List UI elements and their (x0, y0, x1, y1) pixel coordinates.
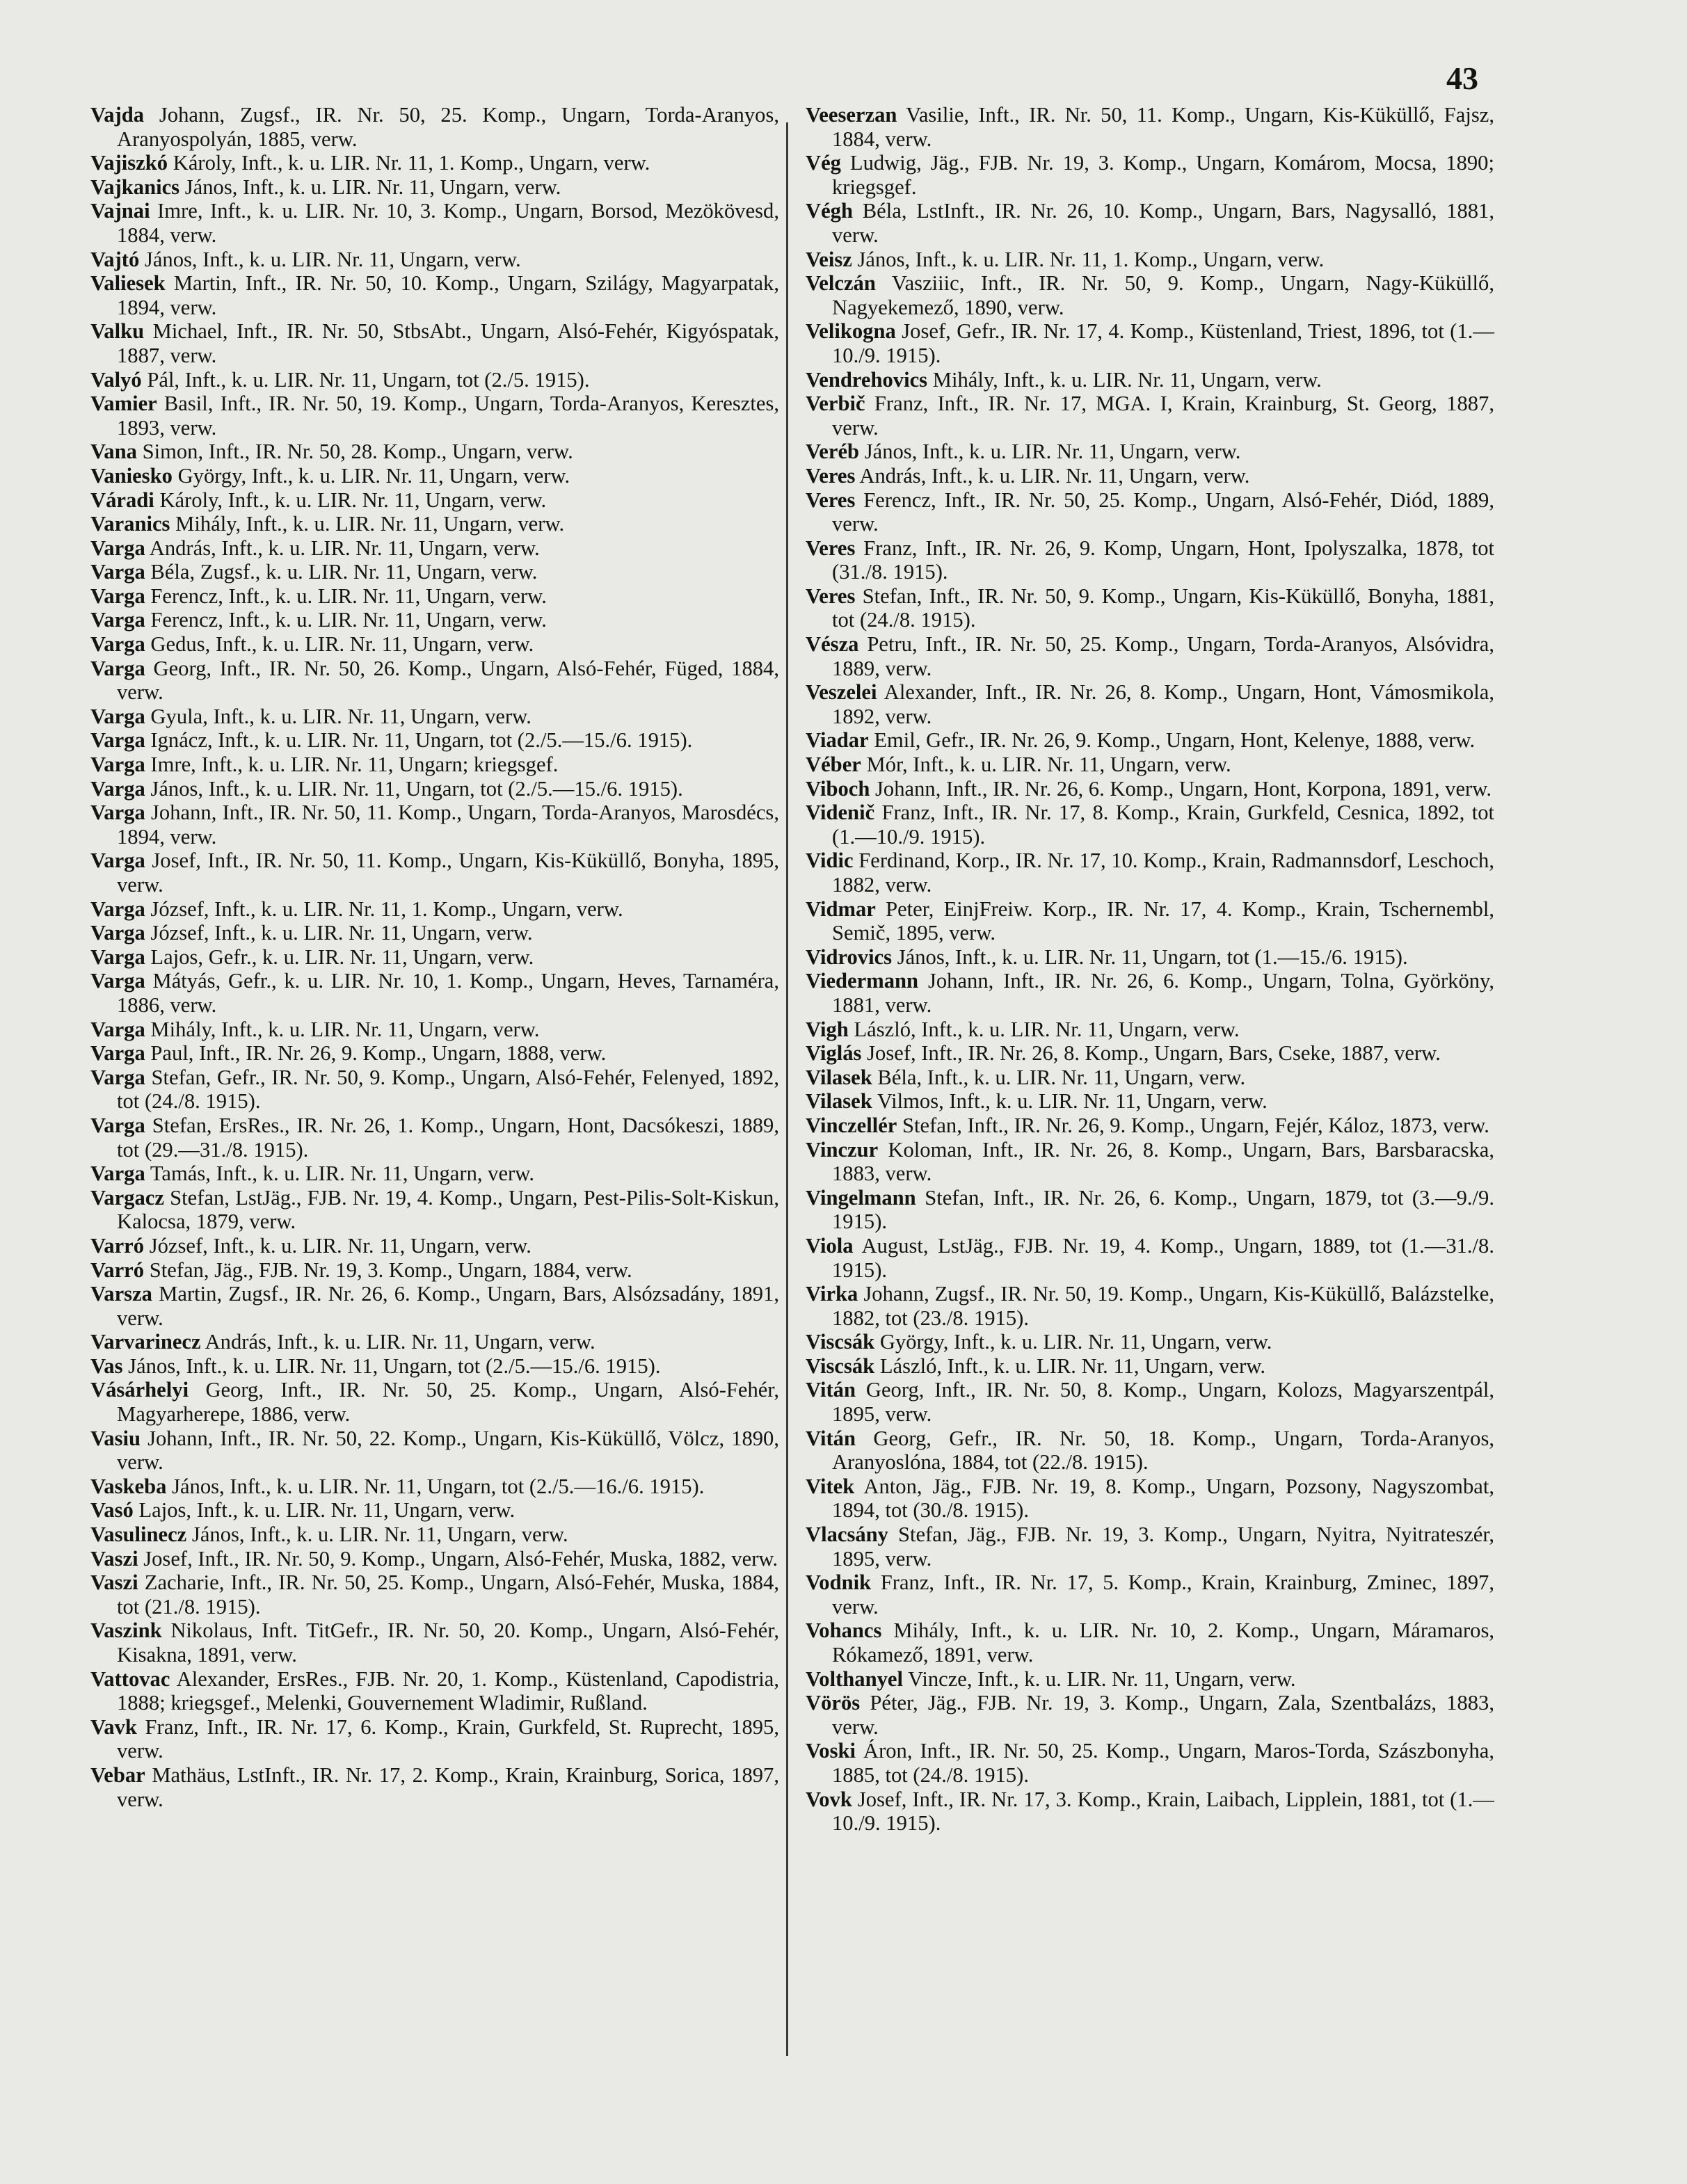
entry-details: Mihály, Inft., k. u. LIR. Nr. 11, Ungarn, verw. (932, 367, 1322, 392)
entry-details: Koloman, Inft., IR. Nr. 26, 8. Komp., Ungarn, Bars, Barsbaracska, 1883, verw. (832, 1137, 1495, 1186)
surname: Vörös (806, 1691, 861, 1715)
entry-details: Josef, Inft., IR. Nr. 50, 9. Komp., Ungarn, Alsó-Fehér, Muska, 1882, verw. (143, 1546, 778, 1571)
roster-entry (90, 1186, 779, 1234)
surname: Varga (90, 849, 145, 873)
surname: Vaszink (90, 1619, 162, 1643)
entry-details: Georg, Inft., IR. Nr. 50, 8. Komp., Ungarn, Kolozs, Magyarszentpál, 1895, verw. (832, 1378, 1494, 1427)
roster-entry (90, 560, 779, 584)
surname: Vendrehovics (806, 367, 928, 392)
roster-entry (806, 945, 1494, 970)
entry-details: Béla, Inft., k. u. LIR. Nr. 11, Ungarn, verw. (877, 1065, 1246, 1089)
surname: Varró (90, 1233, 145, 1258)
surname: Velikogna (806, 319, 896, 344)
entry-details: Anton, Jäg., FJB. Nr. 19, 8. Komp., Ungarn, Pozsony, Nagyszombat, 1894, tot (30./8. 1915). (832, 1474, 1494, 1523)
roster-entry (806, 536, 1494, 584)
entry-details: Emil, Gefr., IR. Nr. 26, 9. Komp., Ungarn, Hont, Kelenye, 1888, verw. (874, 728, 1476, 753)
surname: Varga (90, 753, 145, 777)
roster-entry (90, 536, 779, 561)
surname: Viscsák (806, 1330, 875, 1354)
surname: Vasulinecz (90, 1523, 187, 1547)
surname: Veszelei (806, 680, 877, 705)
surname: Vigh (806, 1017, 849, 1041)
entry-details: Michael, Inft., IR. Nr. 50, StbsAbt., Ungarn, Alsó-Fehér, Kigyóspatak, 1887, verw. (117, 319, 779, 367)
surname: Varga (90, 776, 145, 801)
surname: Veres (806, 584, 856, 608)
left-column (90, 103, 779, 1811)
surname: Varga (90, 897, 145, 921)
roster-entry (90, 1523, 779, 1547)
surname: Vaszi (90, 1546, 138, 1571)
surname: Vidic (806, 849, 854, 873)
roster-entry (806, 464, 1494, 488)
roster-entry (90, 1547, 779, 1571)
entry-details: György, Inft., k. u. LIR. Nr. 11, Ungarn, verw. (879, 1330, 1272, 1354)
surname: Vinczur (806, 1137, 879, 1162)
entry-details: Johann, Inft., IR. Nr. 26, 6. Komp., Ungarn, Hont, Korpona, 1891, verw. (875, 776, 1492, 801)
surname: Varga (90, 1017, 145, 1041)
roster-entry (90, 248, 779, 272)
roster-entry (806, 753, 1494, 777)
entry-details: Lajos, Inft., k. u. LIR. Nr. 11, Ungarn, verw. (138, 1498, 515, 1523)
surname: Vargacz (90, 1185, 164, 1210)
entry-details: Vilmos, Inft., k. u. LIR. Nr. 11, Ungarn, verw. (877, 1089, 1268, 1114)
entry-details: Ferencz, Inft., IR. Nr. 50, 25. Komp., Ungarn, Alsó-Fehér, Diód, 1889, verw. (832, 488, 1494, 536)
surname: Varga (90, 632, 145, 657)
roster-entry (806, 1282, 1494, 1330)
roster-entry (90, 969, 779, 1017)
entry-details: Johann, Inft., IR. Nr. 50, 11. Komp., Ungarn, Torda-Aranyos, Marosdécs, 1894, verw. (117, 801, 779, 849)
surname: Valku (90, 319, 145, 344)
surname: Varanics (90, 512, 170, 536)
roster-entry (90, 897, 779, 922)
surname: Véber (806, 753, 861, 777)
entry-details: Lajos, Gefr., k. u. LIR. Nr. 11, Ungarn, verw. (150, 945, 534, 969)
surname: Vésza (806, 632, 859, 657)
entry-details: Josef, Gefr., IR. Nr. 17, 4. Komp., Küstenland, Triest, 1896, tot (1.—10./9. 1915). (832, 319, 1494, 367)
roster-entry (806, 1523, 1494, 1571)
roster-entry (90, 319, 779, 367)
roster-entry (90, 151, 779, 175)
roster-entry (806, 897, 1494, 945)
entry-details: János, Inft., k. u. LIR. Nr. 11, Ungarn, tot (2./5.—15./6. 1915). (150, 776, 683, 801)
roster-entry (90, 753, 779, 777)
surname: Vavk (90, 1715, 137, 1739)
surname: Voski (806, 1739, 856, 1763)
roster-entry (806, 440, 1494, 464)
surname: Veres (806, 536, 856, 560)
roster-entry (90, 512, 779, 536)
entry-details: Johann, Inft., IR. Nr. 50, 22. Komp., Ungarn, Kis-Küküllő, Völcz, 1890, verw. (117, 1426, 779, 1475)
surname: Varga (90, 945, 145, 969)
surname: Varsza (90, 1282, 152, 1306)
entry-details: László, Inft., k. u. LIR. Nr. 11, Ungarn, verw. (879, 1354, 1266, 1378)
entry-details: Peter, EinjFreiw. Korp., IR. Nr. 17, 4. Komp., Krain, Tschernembl, Semič, 1895, verw. (832, 897, 1494, 945)
surname: Vattovac (90, 1667, 170, 1691)
entry-details: Károly, Inft., k. u. LIR. Nr. 11, Ungarn, verw. (159, 488, 547, 512)
entry-details: János, Inft., k. u. LIR. Nr. 11, Ungarn, verw. (191, 1523, 568, 1547)
entry-details: Ferdinand, Korp., IR. Nr. 17, 10. Komp., Krain, Radmannsdorf, Leschoch, 1882, verw. (832, 849, 1494, 897)
roster-entry (806, 271, 1494, 319)
roster-entry (806, 1138, 1494, 1186)
column-divider (786, 122, 788, 2056)
surname: Varga (90, 560, 145, 584)
entry-details: Franz, Inft., IR. Nr. 17, 5. Komp., Krain, Krainburg, Zminec, 1897, verw. (832, 1571, 1494, 1619)
roster-entry (806, 1114, 1494, 1138)
entry-details: Mathäus, LstInft., IR. Nr. 17, 2. Komp., Krain, Krainburg, Sorica, 1897, verw. (117, 1763, 779, 1811)
surname: Vajiszkó (90, 151, 168, 175)
roster-entry (806, 969, 1494, 1017)
surname: Vitek (806, 1474, 855, 1498)
roster-entry (806, 1330, 1494, 1354)
surname: Vaniesko (90, 463, 173, 488)
entry-details: Ferencz, Inft., k. u. LIR. Nr. 11, Ungarn, verw. (150, 608, 547, 632)
entry-details: László, Inft., k. u. LIR. Nr. 11, Ungarn, verw. (854, 1017, 1240, 1041)
entry-details: Vasziiic, Inft., IR. Nr. 50, 9. Komp., Ungarn, Nagy-Küküllő, Nagyekemező, 1890, verw. (832, 271, 1494, 319)
entry-details: János, Inft., k. u. LIR. Nr. 11, Ungarn, tot (1.—15./6. 1915). (897, 945, 1408, 969)
entry-details: Károly, Inft., k. u. LIR. Nr. 11, 1. Komp., Ungarn, verw. (173, 151, 650, 175)
roster-entry (90, 1114, 779, 1162)
entry-details: August, LstJäg., FJB. Nr. 19, 4. Komp., Ungarn, 1889, tot (1.—31./8. 1915). (832, 1233, 1495, 1282)
entry-details: Petru, Inft., IR. Nr. 50, 25. Komp., Ungarn, Torda-Aranyos, Alsóvidra, 1889, verw. (832, 632, 1494, 680)
roster-entry (806, 151, 1494, 199)
roster-entry (806, 849, 1494, 897)
surname: Varga (90, 728, 145, 753)
roster-entry (90, 1330, 779, 1354)
entry-details: Vasilie, Inft., IR. Nr. 50, 11. Komp., Ungarn, Kis-Küküllő, Fajsz, 1884, verw. (832, 103, 1494, 151)
surname: Varga (90, 801, 145, 825)
roster-entry (806, 1089, 1494, 1114)
surname: Vásárhelyi (90, 1378, 189, 1402)
roster-entry (90, 392, 779, 440)
surname: Vasó (90, 1498, 134, 1523)
roster-entry (90, 1282, 779, 1330)
page-number: 43 (1446, 61, 1478, 96)
roster-entry (90, 1619, 779, 1667)
roster-entry (806, 1066, 1494, 1090)
entry-details: Gyula, Inft., k. u. LIR. Nr. 11, Ungarn, verw. (150, 704, 531, 728)
surname: Veeserzan (806, 103, 897, 127)
entry-details: Stefan, Jäg., FJB. Nr. 19, 3. Komp., Ungarn, 1884, verw. (149, 1258, 632, 1282)
entry-details: Zacharie, Inft., IR. Nr. 50, 25. Komp., Ungarn, Alsó-Fehér, Muska, 1884, tot (21./8. 1915). (117, 1571, 779, 1619)
roster-entry (90, 1258, 779, 1283)
entry-details: Stefan, Inft., IR. Nr. 50, 9. Komp., Ungarn, Kis-Küküllő, Bonyha, 1881, tot (24./8. 1915). (832, 584, 1494, 632)
roster-entry (90, 849, 779, 897)
entry-details: János, Inft., k. u. LIR. Nr. 11, Ungarn, tot (2./5.—15./6. 1915). (128, 1354, 661, 1378)
surname: Vitán (806, 1426, 856, 1450)
entry-details: Mór, Inft., k. u. LIR. Nr. 11, Ungarn, verw. (866, 753, 1231, 777)
roster-entry (90, 657, 779, 705)
roster-entry (90, 1571, 779, 1619)
roster-entry (90, 1475, 779, 1499)
roster-entry (806, 1378, 1494, 1426)
roster-entry (90, 777, 779, 801)
entry-details: Mihály, Inft., k. u. LIR. Nr. 11, Ungarn, verw. (150, 1017, 540, 1041)
surname: Varga (90, 704, 145, 728)
entry-details: Simon, Inft., IR. Nr. 50, 28. Komp., Ungarn, verw. (142, 440, 573, 464)
entry-details: Imre, Inft., k. u. LIR. Nr. 11, Ungarn; kriegsgef. (150, 753, 559, 777)
surname: Vajtó (90, 247, 140, 271)
surname: Valyó (90, 367, 142, 392)
surname: Varga (90, 1113, 145, 1137)
roster-entry (90, 199, 779, 247)
surname: Varga (90, 1065, 145, 1089)
entry-details: János, Inft., k. u. LIR. Nr. 11, Ungarn, verw. (144, 247, 521, 271)
right-column (806, 103, 1494, 1836)
roster-entry (806, 1186, 1494, 1234)
entry-details: Áron, Inft., IR. Nr. 50, 25. Komp., Ungarn, Maros-Torda, Szászbonyha, 1885, tot (24./8. 1915). (832, 1739, 1494, 1787)
surname: Vaszi (90, 1571, 138, 1595)
roster-entry (90, 368, 779, 392)
entry-details: Franz, Inft., IR. Nr. 17, 8. Komp., Krain, Gurkfeld, Cesnica, 1892, tot (1.—10./9. 1915). (832, 801, 1494, 849)
roster-entry (90, 728, 779, 753)
surname: Volthanyel (806, 1667, 903, 1691)
surname: Varga (90, 584, 145, 608)
surname: Viscsák (806, 1354, 875, 1378)
roster-entry (90, 103, 779, 151)
roster-entry (806, 728, 1494, 753)
roster-entry (806, 199, 1494, 247)
roster-entry (90, 271, 779, 319)
surname: Varga (90, 921, 145, 945)
roster-entry (806, 392, 1494, 440)
surname: Vamier (90, 392, 157, 416)
entry-details: Stefan, LstJäg., FJB. Nr. 19, 4. Komp., Ungarn, Pest-Pilis-Solt-Kiskun, Kalocsa, 1879, verw. (117, 1185, 779, 1234)
surname: Varga (90, 1041, 145, 1066)
roster-entry (90, 1354, 779, 1379)
surname: Vingelmann (806, 1185, 916, 1210)
entry-details: Basil, Inft., IR. Nr. 50, 19. Komp., Ungarn, Torda-Aranyos, Keresztes, 1893, verw. (117, 392, 779, 440)
entry-details: Mihály, Inft., k. u. LIR. Nr. 11, Ungarn, verw. (175, 512, 565, 536)
roster-entry (90, 1162, 779, 1186)
entry-details: Stefan, Gefr., IR. Nr. 50, 9. Komp., Ungarn, Alsó-Fehér, Felenyed, 1892, tot (24./8. 1915). (117, 1065, 779, 1114)
roster-entry (806, 319, 1494, 367)
entry-details: Josef, Inft., IR. Nr. 17, 3. Komp., Krain, Laibach, Lipplein, 1881, tot (1.—10./9. 1915). (832, 1787, 1494, 1836)
surname: Vajkanics (90, 175, 180, 199)
entry-details: Franz, Inft., IR. Nr. 17, 6. Komp., Krain, Gurkfeld, St. Ruprecht, 1895, verw. (117, 1715, 779, 1763)
surname: Vana (90, 440, 137, 464)
roster-entry (806, 488, 1494, 536)
roster-entry (806, 1041, 1494, 1066)
surname: Veres (806, 488, 856, 512)
surname: Velczán (806, 271, 876, 296)
roster-entry (90, 1018, 779, 1042)
roster-entry (806, 1788, 1494, 1836)
entry-details: Mátyás, Gefr., k. u. LIR. Nr. 10, 1. Komp., Ungarn, Heves, Tarnaméra, 1886, verw. (117, 969, 780, 1017)
entry-details: Pál, Inft., k. u. LIR. Nr. 11, Ungarn, tot (2./5. 1915). (147, 367, 590, 392)
roster-entry (806, 1427, 1494, 1475)
entry-details: Martin, Zugsf., IR. Nr. 26, 6. Komp., Ungarn, Bars, Alsózsadány, 1891, verw. (117, 1282, 779, 1330)
roster-entry (90, 1667, 779, 1715)
surname: Viglás (806, 1041, 862, 1066)
entry-details: Georg, Inft., IR. Nr. 50, 25. Komp., Ungarn, Alsó-Fehér, Magyarherepe, 1886, verw. (117, 1378, 779, 1427)
entry-details: Alexander, Inft., IR. Nr. 26, 8. Komp., Ungarn, Hont, Vámosmikola, 1892, verw. (832, 680, 1494, 728)
surname: Virka (806, 1282, 858, 1306)
roster-entry (806, 1691, 1494, 1739)
entry-details: Johann, Inft., IR. Nr. 26, 6. Komp., Ungarn, Tolna, Györköny, 1881, verw. (832, 969, 1494, 1017)
entry-details: János, Inft., k. u. LIR. Nr. 11, 1. Komp., Ungarn, verw. (857, 247, 1325, 271)
surname: Vodnik (806, 1571, 872, 1595)
surname: Viboch (806, 776, 870, 801)
surname: Váradi (90, 488, 154, 512)
entry-details: Gedus, Inft., k. u. LIR. Nr. 11, Ungarn, verw. (150, 632, 534, 657)
entry-details: János, Inft., k. u. LIR. Nr. 11, Ungarn, verw. (864, 440, 1241, 464)
surname: Vajnai (90, 199, 150, 223)
roster-entry (806, 1619, 1494, 1667)
surname: Varvarinecz (90, 1330, 201, 1354)
entry-details: József, Inft., k. u. LIR. Nr. 11, 1. Komp., Ungarn, verw. (150, 897, 623, 921)
roster-entry (806, 1234, 1494, 1282)
entry-details: Alexander, ErsRes., FJB. Nr. 20, 1. Komp., Küstenland, Capodistria, 1888; kriegsgef., Melenki, Gouvernement Wladimir, Rußland. (117, 1667, 779, 1715)
entry-details: András, Inft., k. u. LIR. Nr. 11, Ungarn, verw. (149, 536, 540, 560)
entry-details: Josef, Inft., IR. Nr. 50, 11. Komp., Ungarn, Kis-Küküllő, Bonyha, 1895, verw. (117, 849, 779, 897)
entry-details: Johann, Zugsf., IR. Nr. 50, 25. Komp., Ungarn, Torda-Aranyos, Aranyospolyán, 1885, verw. (117, 103, 780, 151)
surname: Varga (90, 969, 145, 993)
roster-entry (806, 1018, 1494, 1042)
surname: Vas (90, 1354, 123, 1378)
surname: Vohancs (806, 1619, 882, 1643)
entry-details: Béla, Zugsf., k. u. LIR. Nr. 11, Ungarn, verw. (150, 560, 538, 584)
surname: Vebar (90, 1763, 145, 1787)
entry-details: Imre, Inft., k. u. LIR. Nr. 10, 3. Komp., Ungarn, Borsod, Mezökövesd, 1884, verw. (117, 199, 779, 247)
roster-entry (90, 464, 779, 488)
roster-entry (90, 1715, 779, 1763)
entry-details: Martin, Inft., IR. Nr. 50, 10. Komp., Ungarn, Szilágy, Magyarpatak, 1894, verw. (117, 271, 779, 319)
surname: Videnič (806, 801, 875, 825)
roster-entry (806, 584, 1494, 632)
entry-details: János, Inft., k. u. LIR. Nr. 11, Ungarn, tot (2./5.—16./6. 1915). (172, 1474, 705, 1498)
roster-entry (90, 945, 779, 970)
surname: Varga (90, 608, 145, 632)
surname: Vilasek (806, 1089, 872, 1114)
surname: Viadar (806, 728, 869, 753)
roster-entry (90, 1498, 779, 1523)
surname: Vinczellér (806, 1113, 897, 1137)
entry-details: Béla, LstInft., IR. Nr. 26, 10. Komp., Ungarn, Bars, Nagysalló, 1881, verw. (832, 199, 1494, 247)
roster-entry (90, 1763, 779, 1811)
roster-entry (806, 368, 1494, 392)
surname: Viedermann (806, 969, 919, 993)
entry-details: Mihály, Inft., k. u. LIR. Nr. 10, 2. Komp., Ungarn, Máramaros, Rókamező, 1891, verw. (832, 1619, 1495, 1667)
surname: Vovk (806, 1787, 852, 1811)
roster-entry (806, 632, 1494, 680)
surname: Varró (90, 1258, 145, 1282)
surname: Vlacsány (806, 1523, 888, 1547)
entry-details: Ferencz, Inft., k. u. LIR. Nr. 11, Ungarn, verw. (150, 584, 547, 608)
entry-details: Stefan, Jäg., FJB. Nr. 19, 3. Komp., Ungarn, Nyitra, Nyitrateszér, 1895, verw. (832, 1523, 1494, 1571)
roster-entry (90, 1427, 779, 1475)
surname: Vajda (90, 103, 145, 127)
roster-entry (90, 801, 779, 849)
surname: Vilasek (806, 1065, 872, 1089)
surname: Végh (806, 199, 853, 223)
roster-entry (90, 921, 779, 945)
entry-details: Josef, Inft., IR. Nr. 26, 8. Komp., Ungarn, Bars, Cseke, 1887, verw. (867, 1041, 1441, 1066)
entry-details: Ludwig, Jäg., FJB. Nr. 19, 3. Komp., Ungarn, Komárom, Mocsa, 1890; kriegsgef. (832, 151, 1494, 199)
surname: Varga (90, 536, 145, 560)
surname: Veisz (806, 247, 852, 271)
surname: Veréb (806, 440, 860, 464)
roster-entry (90, 440, 779, 464)
entry-details: Franz, Inft., IR. Nr. 26, 9. Komp, Ungarn, Hont, Ipolyszalka, 1878, tot (31./8. 1915). (832, 536, 1495, 584)
entry-details: Paul, Inft., IR. Nr. 26, 9. Komp., Ungarn, 1888, verw. (150, 1041, 607, 1066)
roster-entry (90, 1378, 779, 1426)
roster-entry (90, 632, 779, 657)
surname: Vasiu (90, 1426, 141, 1450)
entry-details: György, Inft., k. u. LIR. Nr. 11, Ungarn, verw. (177, 463, 570, 488)
roster-entry (806, 801, 1494, 849)
roster-entry (90, 175, 779, 200)
roster-entry (806, 103, 1494, 151)
roster-entry (90, 1066, 779, 1114)
entry-details: András, Inft., k. u. LIR. Nr. 11, Ungarn, verw. (205, 1330, 595, 1354)
surname: Vidrovics (806, 945, 893, 969)
roster-entry (806, 1667, 1494, 1692)
roster-entry (806, 248, 1494, 272)
roster-entry (806, 680, 1494, 728)
entry-details: József, Inft., k. u. LIR. Nr. 11, Ungarn, verw. (149, 1233, 531, 1258)
surname: Verbič (806, 392, 865, 416)
roster-entry (90, 1041, 779, 1066)
entry-details: Vincze, Inft., k. u. LIR. Nr. 11, Ungarn, verw. (908, 1667, 1296, 1691)
roster-entry (90, 1234, 779, 1258)
surname: Vég (806, 151, 841, 175)
roster-entry (806, 1739, 1494, 1787)
entry-details: Stefan, Inft., IR. Nr. 26, 6. Komp., Ungarn, 1879, tot (3.—9./9. 1915). (832, 1185, 1494, 1234)
roster-entry (806, 1354, 1494, 1379)
entry-details: Ignácz, Inft., k. u. LIR. Nr. 11, Ungarn, tot (2./5.—15./6. 1915). (150, 728, 693, 753)
entry-details: Stefan, ErsRes., IR. Nr. 26, 1. Komp., Ungarn, Hont, Dacsókeszi, 1889, tot (29.—31./8. 1915). (117, 1113, 779, 1162)
surname: Varga (90, 656, 145, 680)
entry-details: Franz, Inft., IR. Nr. 17, MGA. I, Krain, Krainburg, St. Georg, 1887, verw. (832, 392, 1494, 440)
entry-details: Georg, Gefr., IR. Nr. 50, 18. Komp., Ungarn, Torda-Aranyos, Aranyoslóna, 1884, tot (22./8. 1915). (832, 1426, 1494, 1475)
roster-entry (90, 608, 779, 632)
entry-details: Johann, Zugsf., IR. Nr. 50, 19. Komp., Ungarn, Kis-Küküllő, Balázstelke, 1882, tot (23./8. 1915). (832, 1282, 1494, 1330)
surname: Valiesek (90, 271, 166, 296)
surname: Vitán (806, 1378, 856, 1402)
entry-details: János, Inft., k. u. LIR. Nr. 11, Ungarn, verw. (184, 175, 561, 199)
surname: Viola (806, 1233, 854, 1258)
roster-entry (806, 1475, 1494, 1523)
entry-details: Nikolaus, Inft. TitGefr., IR. Nr. 50, 20. Komp., Ungarn, Alsó-Fehér, Kisakna, 1891, verw. (117, 1619, 779, 1667)
entry-details: Stefan, Inft., IR. Nr. 26, 9. Komp., Ungarn, Fejér, Káloz, 1873, verw. (902, 1113, 1489, 1137)
entry-details: András, Inft., k. u. LIR. Nr. 11, Ungarn, verw. (859, 463, 1250, 488)
entry-details: Georg, Inft., IR. Nr. 50, 26. Komp., Ungarn, Alsó-Fehér, Füged, 1884, verw. (117, 656, 779, 705)
roster-entry (806, 777, 1494, 801)
entry-details: Péter, Jäg., FJB. Nr. 19, 3. Komp., Ungarn, Zala, Szentbalázs, 1883, verw. (832, 1691, 1494, 1739)
entry-details: Tamás, Inft., k. u. LIR. Nr. 11, Ungarn, verw. (150, 1162, 534, 1186)
surname: Varga (90, 1162, 145, 1186)
surname: Vidmar (806, 897, 876, 921)
roster-entry (806, 1571, 1494, 1619)
surname: Vaskeba (90, 1474, 167, 1498)
roster-entry (90, 584, 779, 609)
entry-details: József, Inft., k. u. LIR. Nr. 11, Ungarn, verw. (150, 921, 533, 945)
roster-entry (90, 705, 779, 729)
roster-entry (90, 488, 779, 513)
surname: Veres (806, 463, 856, 488)
